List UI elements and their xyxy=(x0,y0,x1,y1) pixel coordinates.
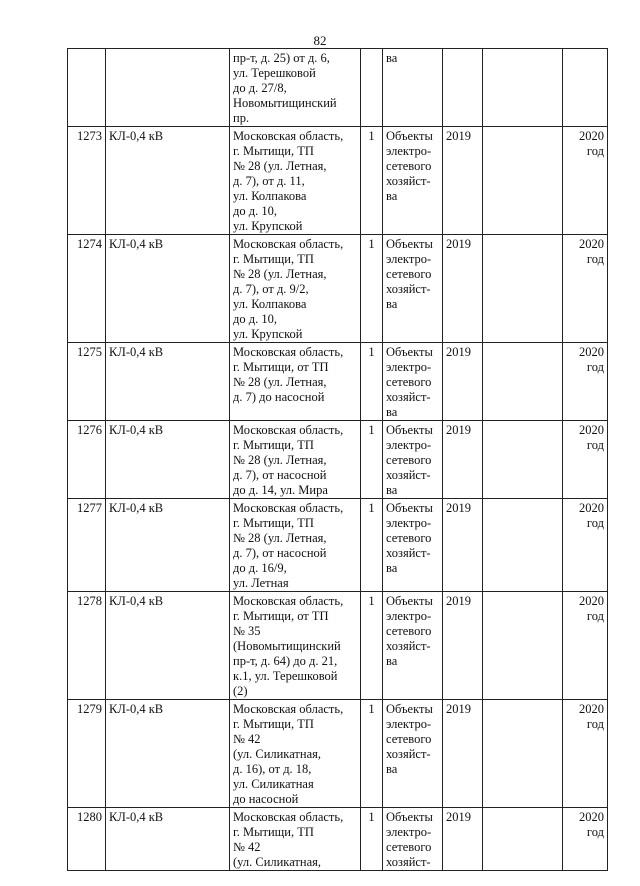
empty-cell xyxy=(483,343,563,421)
address-cell: Московская область, г. Мытищи, ТП № 42 (ул. Силикатная, д. 16), от д. 18, ул. Силикатная до насосной xyxy=(230,700,361,808)
address-cell: Московская область, г. Мытищи, ТП № 42 (ул. Силикатная, xyxy=(230,808,361,871)
year-cell: 2019 xyxy=(443,592,483,700)
table-row xyxy=(68,700,608,808)
empty-cell xyxy=(483,592,563,700)
table-row xyxy=(68,499,608,592)
year-cell: 2019 xyxy=(443,421,483,499)
object-type-cell: КЛ-0,4 кВ xyxy=(106,808,230,871)
plan-year-cell: 2020 год xyxy=(563,421,608,499)
table-row xyxy=(68,49,608,127)
empty-cell xyxy=(483,235,563,343)
quantity-cell: 1 xyxy=(361,421,383,499)
table-row xyxy=(68,235,608,343)
row-number-cell: 1280 xyxy=(68,808,106,871)
purpose-cell: Объекты электро- сетевого хозяйст- ва xyxy=(383,592,443,700)
table-row xyxy=(68,127,608,235)
plan-year-cell: 2020 год xyxy=(563,700,608,808)
plan-year-cell xyxy=(563,49,608,127)
address-cell: Московская область, г. Мытищи, ТП № 28 (ул. Летная, д. 7), от насосной до д. 16/9, ул. Летная xyxy=(230,499,361,592)
page-number: 82 xyxy=(313,33,327,48)
empty-cell xyxy=(483,808,563,871)
purpose-cell: Объекты электро- сетевого хозяйст- ва xyxy=(383,700,443,808)
quantity-cell: 1 xyxy=(361,499,383,592)
purpose-cell: Объекты электро- сетевого хозяйст- ва xyxy=(383,343,443,421)
row-number-cell: 1275 xyxy=(68,343,106,421)
plan-year-cell: 2020 год xyxy=(563,499,608,592)
empty-cell xyxy=(483,49,563,127)
purpose-cell: Объекты электро- сетевого хозяйст- ва xyxy=(383,421,443,499)
plan-year-cell: 2020 год xyxy=(563,808,608,871)
row-number-cell: 1279 xyxy=(68,700,106,808)
year-cell: 2019 xyxy=(443,700,483,808)
object-type-cell: КЛ-0,4 кВ xyxy=(106,592,230,700)
table-row xyxy=(68,592,608,700)
object-type-cell: КЛ-0,4 кВ xyxy=(106,235,230,343)
row-number-cell: 1276 xyxy=(68,421,106,499)
quantity-cell: 1 xyxy=(361,592,383,700)
table-body xyxy=(68,49,608,871)
purpose-cell: Объекты электро- сетевого хозяйст- ва xyxy=(383,127,443,235)
row-number-cell: 1277 xyxy=(68,499,106,592)
object-type-cell xyxy=(106,49,230,127)
purpose-cell: Объекты электро- сетевого хозяйст- xyxy=(383,808,443,871)
address-cell: Московская область, г. Мытищи, от ТП № 35 (Новомытищинский пр-т, д. 64) до д. 21, к.1, ул. Терешковой (2) xyxy=(230,592,361,700)
address-cell: пр-т, д. 25) от д. 6, ул. Терешковой до д. 27/8, Новомытищинский пр. xyxy=(230,49,361,127)
purpose-cell: ва xyxy=(383,49,443,127)
plan-year-cell: 2020 год xyxy=(563,592,608,700)
plan-year-cell: 2020 год xyxy=(563,127,608,235)
row-number-cell xyxy=(68,49,106,127)
object-type-cell: КЛ-0,4 кВ xyxy=(106,127,230,235)
year-cell: 2019 xyxy=(443,343,483,421)
plan-year-cell: 2020 год xyxy=(563,235,608,343)
object-type-cell: КЛ-0,4 кВ xyxy=(106,700,230,808)
empty-cell xyxy=(483,700,563,808)
row-number-cell: 1274 xyxy=(68,235,106,343)
table-row xyxy=(68,808,608,871)
year-cell xyxy=(443,49,483,127)
address-cell: Московская область, г. Мытищи, от ТП № 28 (ул. Летная, д. 7) до насосной xyxy=(230,343,361,421)
address-cell: Московская область, г. Мытищи, ТП № 28 (ул. Летная, д. 7), от д. 9/2, ул. Колпакова до д. 10, ул. Крупской xyxy=(230,235,361,343)
quantity-cell: 1 xyxy=(361,343,383,421)
row-number-cell: 1278 xyxy=(68,592,106,700)
year-cell: 2019 xyxy=(443,235,483,343)
quantity-cell: 1 xyxy=(361,808,383,871)
purpose-cell: Объекты электро- сетевого хозяйст- ва xyxy=(383,499,443,592)
plan-year-cell: 2020 год xyxy=(563,343,608,421)
year-cell: 2019 xyxy=(443,127,483,235)
empty-cell xyxy=(483,421,563,499)
quantity-cell: 1 xyxy=(361,700,383,808)
table-row xyxy=(68,343,608,421)
address-cell: Московская область, г. Мытищи, ТП № 28 (ул. Летная, д. 7), от насосной до д. 14, ул. Мира xyxy=(230,421,361,499)
quantity-cell xyxy=(361,49,383,127)
object-type-cell: КЛ-0,4 кВ xyxy=(106,499,230,592)
address-cell: Московская область, г. Мытищи, ТП № 28 (ул. Летная, д. 7), от д. 11, ул. Колпакова до д. 10, ул. Крупской xyxy=(230,127,361,235)
object-type-cell: КЛ-0,4 кВ xyxy=(106,421,230,499)
year-cell: 2019 xyxy=(443,808,483,871)
quantity-cell: 1 xyxy=(361,235,383,343)
row-number-cell: 1273 xyxy=(68,127,106,235)
year-cell: 2019 xyxy=(443,499,483,592)
empty-cell xyxy=(483,499,563,592)
purpose-cell: Объекты электро- сетевого хозяйст- ва xyxy=(383,235,443,343)
empty-cell xyxy=(483,127,563,235)
quantity-cell: 1 xyxy=(361,127,383,235)
objects-table xyxy=(67,48,608,871)
object-type-cell: КЛ-0,4 кВ xyxy=(106,343,230,421)
table-row xyxy=(68,421,608,499)
